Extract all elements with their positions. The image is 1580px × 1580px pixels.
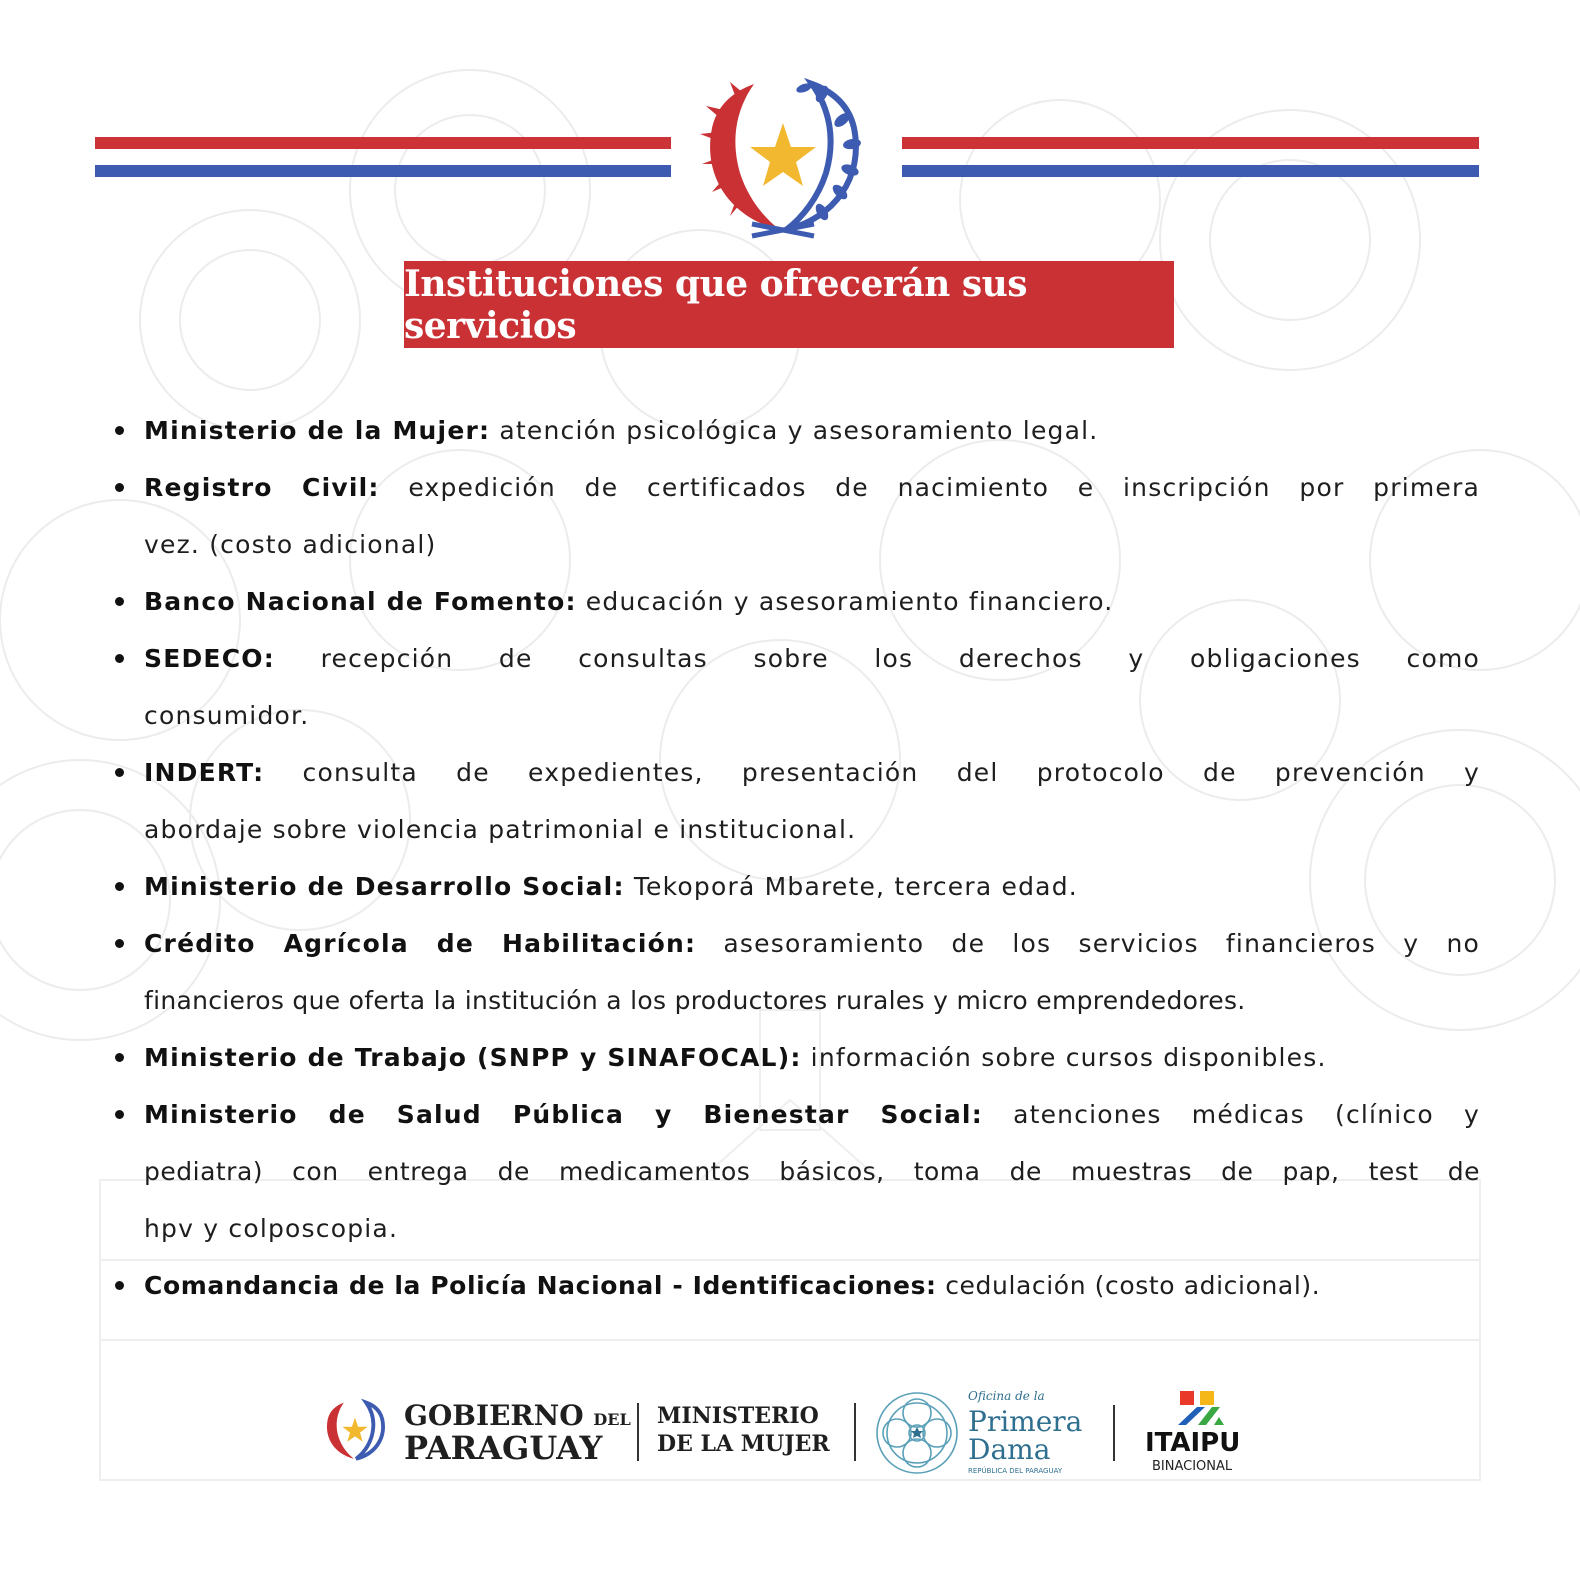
bullet: [115, 426, 124, 435]
ministry-logo-line2: DE LA MUJER: [657, 1431, 830, 1457]
bullet: [115, 483, 124, 492]
institution-name: Comandancia de la Policía Nacional - Identificaciones:: [144, 1271, 937, 1300]
list-item: [144, 402, 1480, 459]
national-emblem-icon: [692, 78, 874, 243]
service-text: consulta de expedientes, presentación del protocolo de prevención y: [302, 758, 1480, 787]
service-text: recepción de consultas sobre los derechos y obligaciones como: [320, 644, 1481, 673]
bullet: [115, 939, 124, 948]
primera-dama-line2: Dama: [968, 1433, 1051, 1466]
right-blue-stripe: [902, 165, 1479, 177]
bullet: [115, 654, 124, 663]
list-item: [144, 459, 1480, 573]
institution-name: Ministerio de la Mujer:: [144, 416, 491, 445]
list-item: [144, 1029, 1480, 1086]
separator: [854, 1403, 856, 1461]
service-text: atenciones médicas (clínico y: [1013, 1100, 1480, 1129]
institution-name: Registro Civil:: [144, 473, 380, 502]
gov-emblem-icon: [320, 1397, 390, 1467]
itaipu-name: ITAIPU: [1145, 1428, 1241, 1458]
bullet: [115, 1053, 124, 1062]
service-text-cont: consumidor.: [144, 701, 310, 730]
list-item: [144, 915, 1480, 1029]
page-title: Instituciones que ofrecerán sus servicios: [404, 262, 1028, 347]
list-item: [144, 573, 1480, 630]
institution-name: Ministerio de Desarrollo Social:: [144, 872, 625, 901]
bullet: [115, 1281, 124, 1290]
separator: [1113, 1405, 1115, 1461]
service-text-cont: vez. (costo adicional): [144, 530, 437, 559]
gov-logo-line2: PARAGUAY: [404, 1429, 603, 1467]
list-item: [144, 1257, 1480, 1314]
institution-name: Banco Nacional de Fomento:: [144, 587, 577, 616]
separator: [637, 1403, 639, 1461]
service-text: atención psicológica y asesoramiento legal.: [499, 416, 1099, 445]
service-text: información sobre cursos disponibles.: [810, 1043, 1327, 1072]
right-red-stripe: [902, 137, 1479, 149]
primera-dama-line1: Primera: [968, 1405, 1083, 1438]
service-text: Tekoporá Mbarete, tercera edad.: [633, 872, 1078, 901]
list-item: [144, 744, 1480, 858]
service-text: educación y asesoramiento financiero.: [585, 587, 1114, 616]
left-red-stripe: [95, 137, 671, 149]
service-text-cont: abordaje sobre violencia patrimonial e institucional.: [144, 815, 857, 844]
service-text-cont: hpv y colposcopia.: [144, 1214, 399, 1243]
ministry-logo-line1: MINISTERIO: [657, 1403, 819, 1429]
institution-name: Crédito Agrícola de Habilitación:: [144, 929, 697, 958]
bullet: [115, 597, 124, 606]
institution-name: SEDECO:: [144, 644, 275, 673]
gov-logo-line1: GOBIERNO DEL: [404, 1399, 631, 1432]
service-text: asesoramiento de los servicios financieros y no: [723, 929, 1480, 958]
itaipu-logo-icon: [1168, 1391, 1234, 1431]
institution-name: INDERT:: [144, 758, 265, 787]
list-item: [144, 858, 1480, 915]
service-text-cont: pediatra) con entrega de medicamentos básicos, toma de muestras de pap, test de: [144, 1157, 1480, 1186]
footer-logos: [0, 1385, 1580, 1495]
service-text: cedulación (costo adicional).: [945, 1271, 1321, 1300]
left-blue-stripe: [95, 165, 671, 177]
list-item: [144, 630, 1480, 744]
primera-dama-emblem-icon: [874, 1390, 960, 1476]
service-text-cont: financieros que oferta la institución a los productores rurales y micro emprendedores.: [144, 986, 1246, 1015]
primera-dama-bottom: REPÚBLICA DEL PARAGUAY: [968, 1467, 1063, 1475]
institution-name: Ministerio de Trabajo (SNPP y SINAFOCAL):: [144, 1043, 802, 1072]
service-text: expedición de certificados de nacimiento e inscripción por primera: [408, 473, 1480, 502]
list-item: [144, 1086, 1480, 1257]
title-banner: [404, 261, 1174, 348]
institution-name: Ministerio de Salud Pública y Bienestar Social:: [144, 1100, 983, 1129]
primera-dama-top: Oficina de la: [968, 1389, 1045, 1403]
bullet: [115, 1110, 124, 1119]
bullet: [115, 882, 124, 891]
bullet: [115, 768, 124, 777]
itaipu-sub: BINACIONAL: [1152, 1459, 1233, 1474]
